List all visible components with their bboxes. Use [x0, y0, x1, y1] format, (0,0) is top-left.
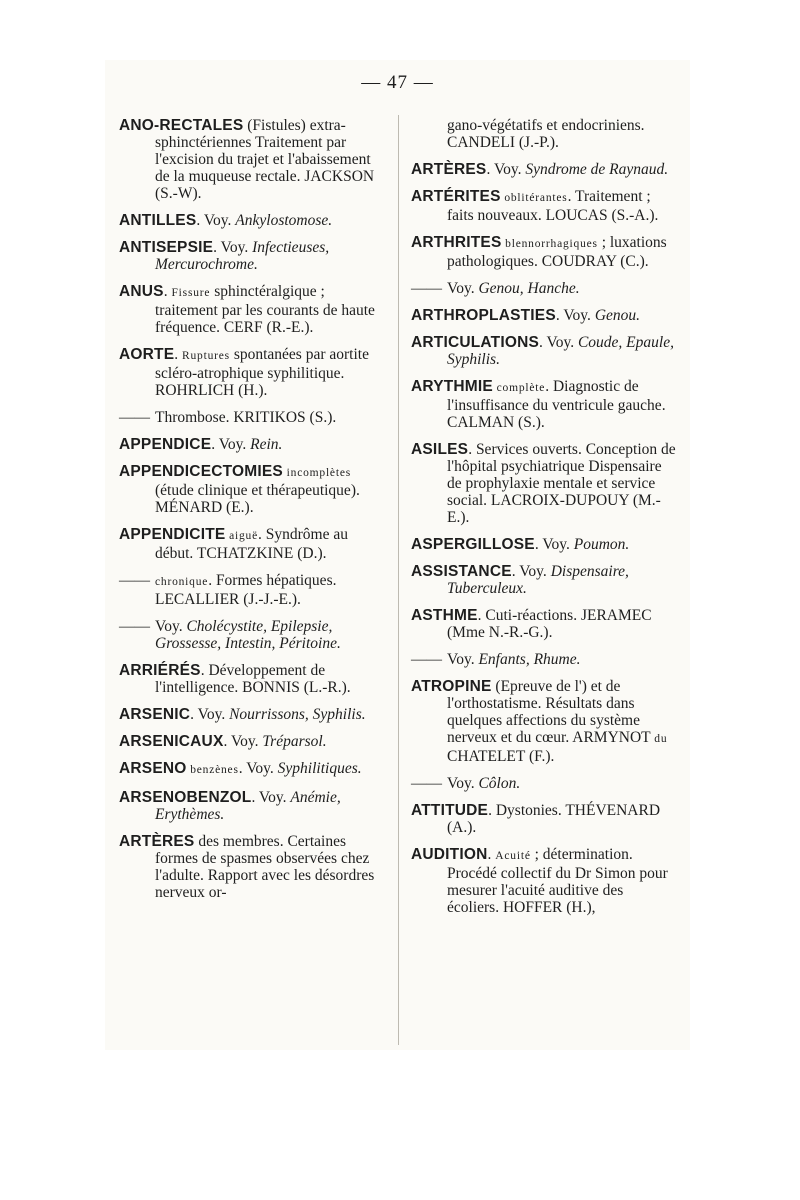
entry-dash: ——	[411, 651, 442, 668]
column-divider	[398, 115, 399, 1045]
entry-qualifier: blennorrhagiques	[501, 238, 598, 250]
entry-text: (étude clinique et thérapeutique). MÉNARD (E.).	[155, 482, 360, 516]
entry-reference: Ankylostomose.	[235, 212, 333, 229]
entry-heading: ARTÉRITES	[411, 188, 501, 205]
entry-heading: APPENDICE	[119, 436, 212, 453]
entry-heading: ARRIÉRÉS	[119, 662, 201, 679]
index-entry	[411, 161, 679, 178]
entry-heading: ASPERGILLOSE	[411, 536, 535, 553]
entry-text: . Formes hépatiques. LECALLIER (J.-J.-E.).	[155, 572, 337, 608]
entry-reference: Syndrome de Raynaud.	[525, 161, 669, 178]
entry-dash: ——	[119, 618, 150, 635]
entry-heading: ATROPINE	[411, 678, 492, 695]
index-entry	[119, 789, 387, 823]
entry-text: . Diagnostic de l'insuffisance du ventricule gauche. CALMAN (S.).	[447, 378, 666, 431]
entry-text: . Voy.	[251, 789, 291, 806]
entry-heading: ASSISTANCE	[411, 563, 512, 580]
index-entry	[411, 651, 679, 668]
entry-heading: ANTISEPSIE	[119, 239, 214, 256]
index-entry	[119, 833, 387, 901]
index-entry	[119, 463, 387, 516]
entry-text: . Cuti-réactions. JERAMEC (Mme N.-R.-G.).	[447, 607, 652, 641]
entry-qualifier: du	[650, 733, 668, 745]
index-entry	[119, 117, 387, 202]
index-entry	[119, 436, 387, 453]
entry-text: sphinctéralgique ; traitement par les courants de haute fréquence. CERF (R.-E.).	[155, 283, 375, 336]
index-entry	[411, 607, 679, 641]
right-column	[411, 117, 679, 926]
page-number: — 47 —	[361, 72, 434, 93]
entry-heading: ARSENO	[119, 760, 187, 777]
entry-text: . Voy.	[223, 733, 263, 750]
entry-heading: ATTITUDE	[411, 802, 489, 819]
entry-reference: Tréparsol.	[262, 733, 327, 750]
entry-text: Voy.	[447, 775, 479, 792]
index-entry	[119, 760, 387, 779]
entry-text: (Epreuve de l') et de l'orthostatisme. Résultats dans quelques affections du système nerveux et du cœur. ARMYNOT	[447, 678, 651, 746]
index-entry	[119, 662, 387, 696]
left-column	[119, 117, 387, 911]
index-entry	[411, 234, 679, 270]
entry-reference: Poumon.	[573, 536, 630, 553]
entry-text: ; détermination. Procédé collectif du Dr Simon pour mesurer l'acuité auditive des écoliers. HOFFER (H.),	[447, 846, 668, 916]
index-entry	[119, 572, 387, 608]
index-entry	[119, 618, 387, 652]
entry-text: . Dystonies. THÉVENARD (A.).	[447, 802, 661, 836]
entry-reference: Infectieuses, Mercurochrome.	[155, 239, 330, 273]
index-entry	[411, 678, 679, 765]
entry-text: des membres. Certaines formes de spasmes observées chez l'adulte. Rapport avec les désordres nerveux or-	[155, 833, 375, 901]
index-entry	[411, 307, 679, 324]
entry-heading: ANTILLES	[119, 212, 197, 229]
entry-heading: ARSENICAUX	[119, 733, 224, 750]
entry-reference: Anémie, Erythèmes.	[155, 789, 341, 823]
entry-heading: APPENDICECTOMIES	[119, 463, 283, 480]
entry-heading: ARTÈRES	[411, 161, 487, 178]
entry-qualifier: benzènes	[186, 764, 239, 776]
entry-text: . Syndrôme au début. TCHATZKINE (D.).	[155, 526, 348, 562]
entry-reference: Cholécystite, Epilepsie, Grossesse, Intestin, Péritoine.	[155, 618, 341, 652]
entry-text: spontanées par aortite scléro-atrophique syphilitique. ROHRLICH (H.).	[155, 346, 369, 399]
entry-reference: Coude, Epaule, Syphilis.	[447, 334, 674, 368]
entry-text: .	[163, 283, 172, 300]
entry-reference: Côlon.	[478, 775, 521, 792]
entry-text: .	[487, 846, 496, 863]
index-entry	[411, 280, 679, 297]
index-entry	[411, 536, 679, 553]
entry-text: ; luxations pathologiques. COUDRAY (C.).	[447, 234, 667, 270]
entry-reference: Rein.	[250, 436, 283, 453]
entry-heading: ARTHRITES	[411, 234, 502, 251]
entry-heading: ARYTHMIE	[411, 378, 493, 395]
entry-reference: Dispensaire, Tuberculeux.	[447, 563, 629, 597]
entry-heading: ASILES	[411, 441, 469, 458]
entry-dash: ——	[119, 409, 150, 426]
index-entry	[411, 334, 679, 368]
entry-heading: APPENDICITE	[119, 526, 226, 543]
entry-qualifier: aiguë	[225, 530, 259, 542]
entry-heading: ARSENIC	[119, 706, 191, 723]
entry-qualifier: chronique	[155, 576, 209, 588]
entry-text: Voy.	[155, 618, 187, 635]
entry-qualifier: Ruptures	[182, 350, 230, 362]
book-page	[105, 60, 690, 1050]
index-entry	[119, 706, 387, 723]
entry-heading: ARSENOBENZOL	[119, 789, 252, 806]
entry-text: . Voy.	[534, 536, 574, 553]
entry-text: . Voy.	[511, 563, 551, 580]
entry-heading: AORTE	[119, 346, 175, 363]
index-entry	[119, 212, 387, 229]
entry-text: . Services ouverts. Conception de l'hôpital psychiatrique Dispensaire de prophylaxie mentale et service social. LACROIX-DUPOUY (M.-E.).	[447, 441, 676, 526]
entry-heading: ASTHME	[411, 607, 478, 624]
entry-text: (Fistules) extra-sphinctériennes Traitement par l'excision du trajet et l'abaissement de la muqueuse rectale. JACKSON (S.-W).	[155, 117, 375, 202]
entry-dash: ——	[411, 280, 442, 297]
index-entry	[119, 409, 387, 426]
entry-text: . Développement de l'intelligence. BONNIS (L.-R.).	[155, 662, 351, 696]
entry-qualifier: oblitérantes	[500, 192, 568, 204]
index-entry	[411, 563, 679, 597]
entry-qualifier: complète	[492, 382, 546, 394]
index-entry	[119, 283, 387, 336]
entry-reference: Enfants, Rhume.	[478, 651, 581, 668]
index-entry	[119, 346, 387, 399]
index-entry	[411, 378, 679, 431]
entry-text: . Voy.	[190, 706, 230, 723]
entry-text: CHATELET (F.).	[447, 748, 555, 765]
index-entry	[411, 846, 679, 916]
entry-dash: ——	[119, 572, 150, 589]
entry-reference: Syphilitiques.	[277, 760, 362, 777]
entry-heading: ARTÈRES	[119, 833, 195, 850]
index-entry	[411, 802, 679, 836]
entry-text: gano-végétatifs et endocriniens. CANDELI (J.-P.).	[447, 117, 645, 151]
index-entry	[411, 188, 679, 224]
entry-heading: ANUS	[119, 283, 164, 300]
entry-text: . Voy.	[213, 239, 253, 256]
entry-heading: ARTHROPLASTIES	[411, 307, 556, 324]
entry-text: . Voy.	[196, 212, 236, 229]
entry-text: . Voy.	[238, 760, 278, 777]
entry-text: Voy.	[447, 280, 479, 297]
entry-reference: Genou, Hanche.	[478, 280, 580, 297]
entry-qualifier: Fissure	[171, 287, 211, 299]
entry-qualifier: incomplètes	[282, 467, 352, 479]
entry-text: .	[174, 346, 182, 363]
index-entry	[119, 733, 387, 750]
entry-dash: ——	[411, 775, 442, 792]
entry-heading: ANO-RECTALES	[119, 117, 244, 134]
entry-text: Voy.	[447, 651, 479, 668]
entry-heading: ARTICULATIONS	[411, 334, 540, 351]
entry-text: . Voy.	[211, 436, 251, 453]
index-entry	[119, 239, 387, 273]
index-entry	[411, 441, 679, 526]
entry-qualifier: Acuité	[495, 850, 531, 862]
entry-reference: Nourrissons, Syphilis.	[229, 706, 366, 723]
entry-reference: Genou.	[594, 307, 641, 324]
index-entry	[411, 117, 679, 151]
index-entry	[411, 775, 679, 792]
entry-text: . Voy.	[555, 307, 595, 324]
entry-text: . Voy.	[486, 161, 526, 178]
entry-text: . Traitement ; faits nouveaux. LOUCAS (S.-A.).	[447, 188, 659, 224]
entry-heading: AUDITION	[411, 846, 488, 863]
entry-text: . Voy.	[539, 334, 578, 351]
index-entry	[119, 526, 387, 562]
entry-text: Thrombose. KRITIKOS (S.).	[155, 409, 337, 426]
